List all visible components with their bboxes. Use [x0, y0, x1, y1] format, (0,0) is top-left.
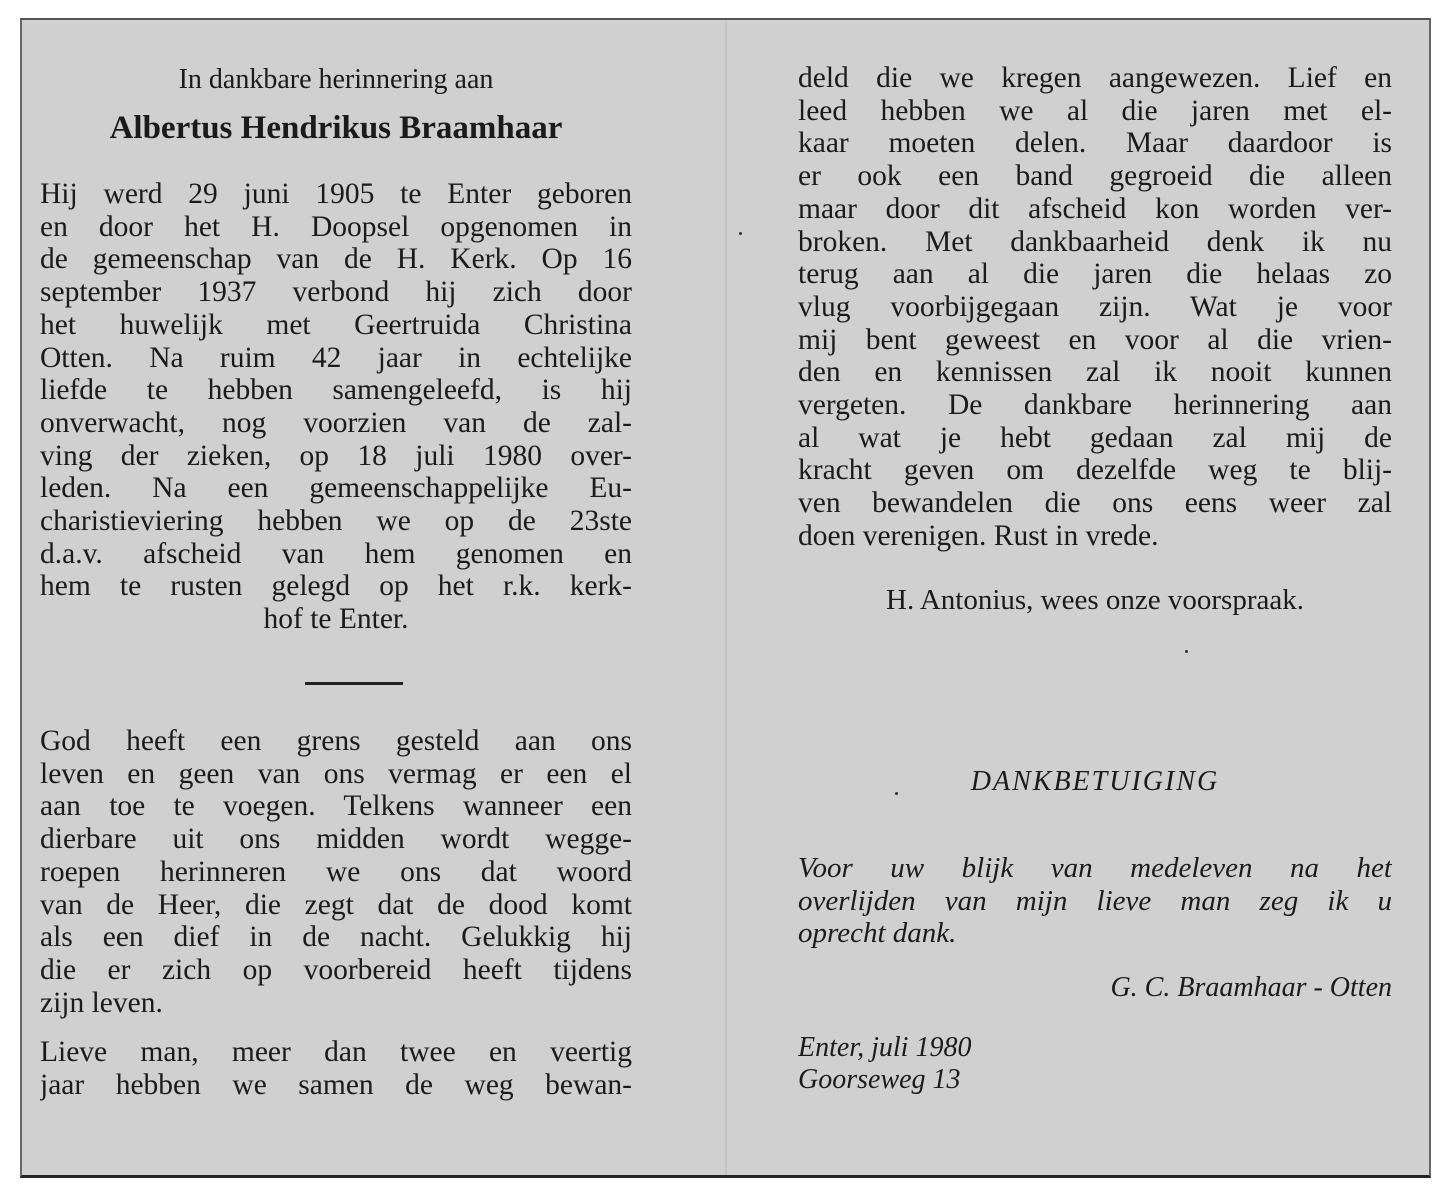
cont-line: mij bent geweest en voor al die vrien-: [798, 323, 1392, 356]
cont-line: al wat je hebt gedaan zal mij de: [798, 421, 1392, 454]
cont-line: broken. Met dankbaarheid denk ik nu: [798, 225, 1392, 258]
dank-line: oprecht dank.: [798, 917, 957, 950]
bio-line: en door het H. Doopsel opgenomen in: [40, 210, 632, 243]
divider-rule: [305, 682, 403, 685]
bio-line: de gemeenschap van de H. Kerk. Op 16: [40, 243, 632, 276]
cont-line: den en kennissen zal ik nooit kunnen: [798, 356, 1392, 389]
lieve-line: Lieve man, meer dan twee en veertig: [40, 1036, 632, 1068]
continuation-paragraph: [798, 62, 1392, 553]
god-line: zijn leven.: [40, 986, 163, 1019]
dank-title: DANKBETUIGING: [970, 766, 1220, 797]
bio-line: ving der zieken, op 18 juli 1980 over-: [40, 439, 632, 472]
dust-speck: [739, 232, 742, 235]
cont-line: kaar moeten delen. Maar daardoor is: [798, 127, 1392, 160]
bio-line: onverwacht, nog voorzien van de zal-: [40, 406, 632, 439]
bio-line: Otten. Na ruim 42 jaar in echtelijke: [40, 341, 632, 374]
god-line: roepen herinneren we ons dat woord: [40, 855, 632, 888]
god-line: van de Heer, die zegt dat de dood komt: [40, 888, 632, 921]
memorial-card: [20, 18, 1431, 1178]
bio-line: het huwelijk met Geertruida Christina: [40, 308, 632, 341]
place-date: Enter, juli 1980: [798, 1032, 972, 1063]
god-line: God heeft een grens gesteld aan ons: [40, 725, 632, 757]
bio-line: Hij werd 29 juni 1905 te Enter geboren: [40, 178, 632, 210]
cont-line: ven bewandelen die ons eens weer zal: [798, 487, 1392, 520]
lieve-line: jaar hebben we samen de weg bewan-: [40, 1068, 632, 1101]
god-line: aan toe te voegen. Telkens wanneer een: [40, 790, 632, 823]
bio-line: liefde te hebben samengeleefd, is hij: [40, 374, 632, 407]
bio-line: hof te Enter.: [263, 603, 409, 636]
prayer-line: H. Antonius, wees onze voorspraak.: [886, 584, 1304, 616]
address: Goorseweg 13: [798, 1064, 961, 1095]
cont-line: doen verenigen. Rust in vrede.: [798, 519, 1159, 552]
dank-line: Voor uw blijk van medeleven na het: [798, 852, 1392, 884]
dust-speck: [1185, 650, 1188, 653]
place-block: [798, 1032, 971, 1096]
signature: G. C. Braamhaar - Otten: [1110, 972, 1392, 1003]
god-line: als een dief in de nacht. Gelukkig hij: [40, 921, 632, 954]
cont-line: terug aan al die jaren die helaas zo: [798, 258, 1392, 291]
cont-line: leed hebben we al die jaren met el-: [798, 94, 1392, 127]
lieve-paragraph: [40, 1036, 632, 1101]
dank-line: overlijden van mijn lieve man zeg ik u: [798, 884, 1392, 917]
cont-line: kracht geven om dezelfde weg te blij-: [798, 454, 1392, 487]
cont-line: vlug voorbijgegaan zijn. Wat je voor: [798, 290, 1392, 323]
god-paragraph: [40, 725, 632, 1019]
bio-line: charistieviering hebben we op de 23ste: [40, 505, 632, 538]
cont-line: deld die we kregen aangewezen. Lief en: [798, 62, 1392, 94]
biography-paragraph: [40, 178, 632, 636]
fold-line: [725, 20, 727, 1175]
bio-line: leden. Na een gemeenschappelijke Eu-: [40, 472, 632, 505]
bio-line: hem te rusten gelegd op het r.k. kerk-: [40, 570, 632, 603]
bio-line: september 1937 verbond hij zich door: [40, 276, 632, 309]
intro-heading: In dankbare herinnering aan: [178, 64, 494, 95]
god-line: die er zich op voorbereid heeft tijdens: [40, 953, 632, 986]
deceased-name: Albertus Hendrikus Braamhaar: [109, 110, 563, 146]
cont-line: er ook een band gegroeid die alleen: [798, 160, 1392, 193]
cont-line: vergeten. De dankbare herinnering aan: [798, 389, 1392, 422]
god-line: dierbare uit ons midden wordt wegge-: [40, 823, 632, 856]
bio-line: d.a.v. afscheid van hem genomen en: [40, 537, 632, 570]
god-line: leven en geen van ons vermag er een el: [40, 757, 632, 790]
dank-paragraph: [798, 852, 1392, 950]
dust-speck: [895, 792, 898, 795]
cont-line: maar door dit afscheid kon worden ver-: [798, 192, 1392, 225]
